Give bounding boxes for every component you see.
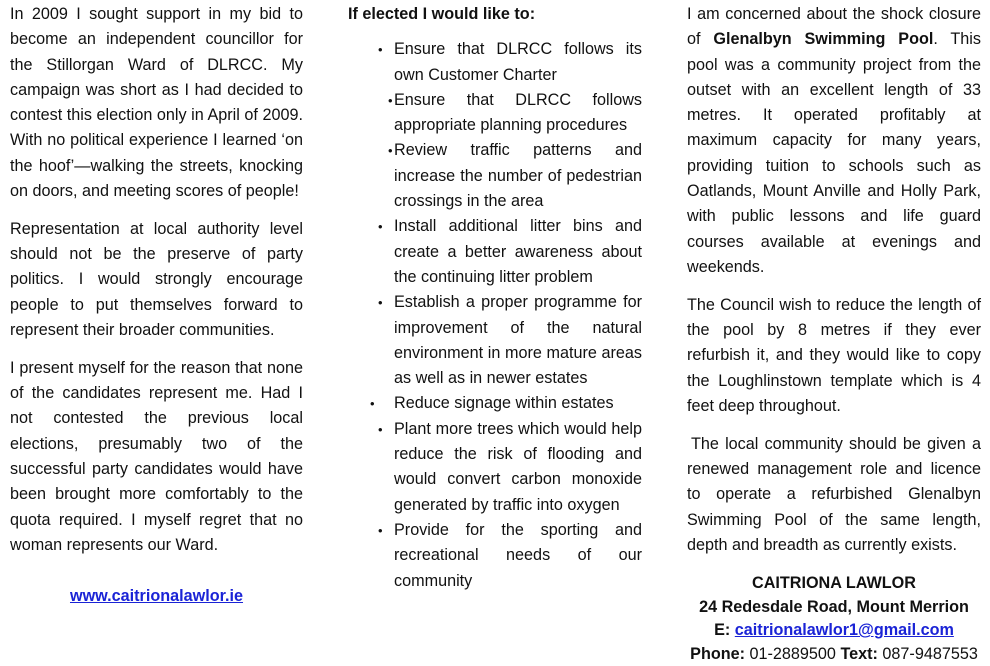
list-item: • Reduce signage within estates (348, 391, 642, 416)
email-link[interactable]: caitrionalawlor1@gmail.com (734, 621, 954, 640)
list-item: • Ensure that DLRCC follows its own Customer Charter (348, 37, 642, 88)
contact-block (687, 572, 981, 666)
pledges-list (348, 37, 642, 594)
bullet-icon: • (378, 42, 383, 58)
candidacy-paragraph: I present myself for the reason that none of the candidates represent me. Had I not contested the previous local elections, presumably two of the successful party candidates would have been brought more comfortably to the quota required. I myself regret that no woman represents our Ward. (10, 358, 303, 554)
left-column (10, 2, 303, 610)
community-role-paragraph: The local community should be given a renewed management role and licence to operate a refurbished Glenalbyn Swimming Pool of the same length, depth and breadth as currently exists. (687, 434, 981, 554)
list-item: • Plant more trees which would help reduce the risk of flooding and would convert carbon monoxide generated by traffic into oxygen (348, 417, 642, 518)
council-plan-paragraph: The Council wish to reduce the length of the pool by 8 metres if they ever refurbish it, and they would like to copy the Loughlinstown template which is 4 feet deep throughout. (687, 295, 981, 415)
list-item: • Ensure that DLRCC follows appropriate planning procedures (348, 88, 642, 139)
list-item: • Establish a proper programme for improvement of the natural environment in more mature areas as well as in newer estates (348, 290, 642, 391)
list-item: • Provide for the sporting and recreational needs of our community (348, 518, 642, 594)
email-line: E: caitrionalawlor1@gmail.com (714, 621, 954, 640)
candidate-name: CAITRIONA LAWLOR (752, 574, 916, 593)
pledges-heading: If elected I would like to: (348, 5, 536, 23)
list-item: • Review traffic patterns and increase the number of pedestrian crossings in the area (348, 138, 642, 214)
phone-number: 01-2889500 (745, 644, 841, 663)
middle-column (348, 2, 642, 594)
phone-line: Phone: 01-2889500 Text: 087-9487553 (690, 644, 978, 663)
bullet-icon: • (378, 295, 383, 311)
website-link[interactable]: www.caitrionalawlor.ie (69, 587, 244, 606)
bullet-icon: • (388, 143, 393, 159)
pool-name: Glenalbyn Swimming Pool (713, 30, 934, 49)
bullet-icon: • (370, 396, 375, 412)
bullet-icon: • (378, 219, 383, 235)
bullet-icon: • (378, 522, 383, 538)
bullet-icon: • (378, 421, 383, 437)
pool-closure-paragraph: I am concerned about the shock closure of Glenalbyn Swimming Pool. This pool was a community project from the outset with an excellent length of 33 metres. It operated profitably at maximum capacity for many years, providing tuition to schools such as Oatlands, Mount Anville and Holly Park, with public lessons and life guard courses available at evenings and weekends. (687, 5, 981, 276)
website-block (10, 584, 303, 609)
intro-paragraph: In 2009 I sought support in my bid to become an independent councillor for the Stillorgan Ward of DLRCC. My campaign was short as I had decided to contest this election only in April of 2009. With no political experience I learned ‘on the hoof’—walking the streets, knocking on doors, and meeting scores of people! (10, 5, 303, 201)
bullet-icon: • (388, 92, 393, 108)
list-item: • Install additional litter bins and create a better awareness about the continuing litter problem (348, 214, 642, 290)
right-column (687, 2, 981, 666)
candidate-address: 24 Redesdale Road, Mount Merrion (699, 597, 969, 616)
text-number: 087-9487553 (877, 644, 978, 663)
representation-paragraph: Representation at local authority level should not be the preserve of party politics. I would strongly encourage people to put themselves forward to represent their broader communities. (10, 219, 303, 340)
